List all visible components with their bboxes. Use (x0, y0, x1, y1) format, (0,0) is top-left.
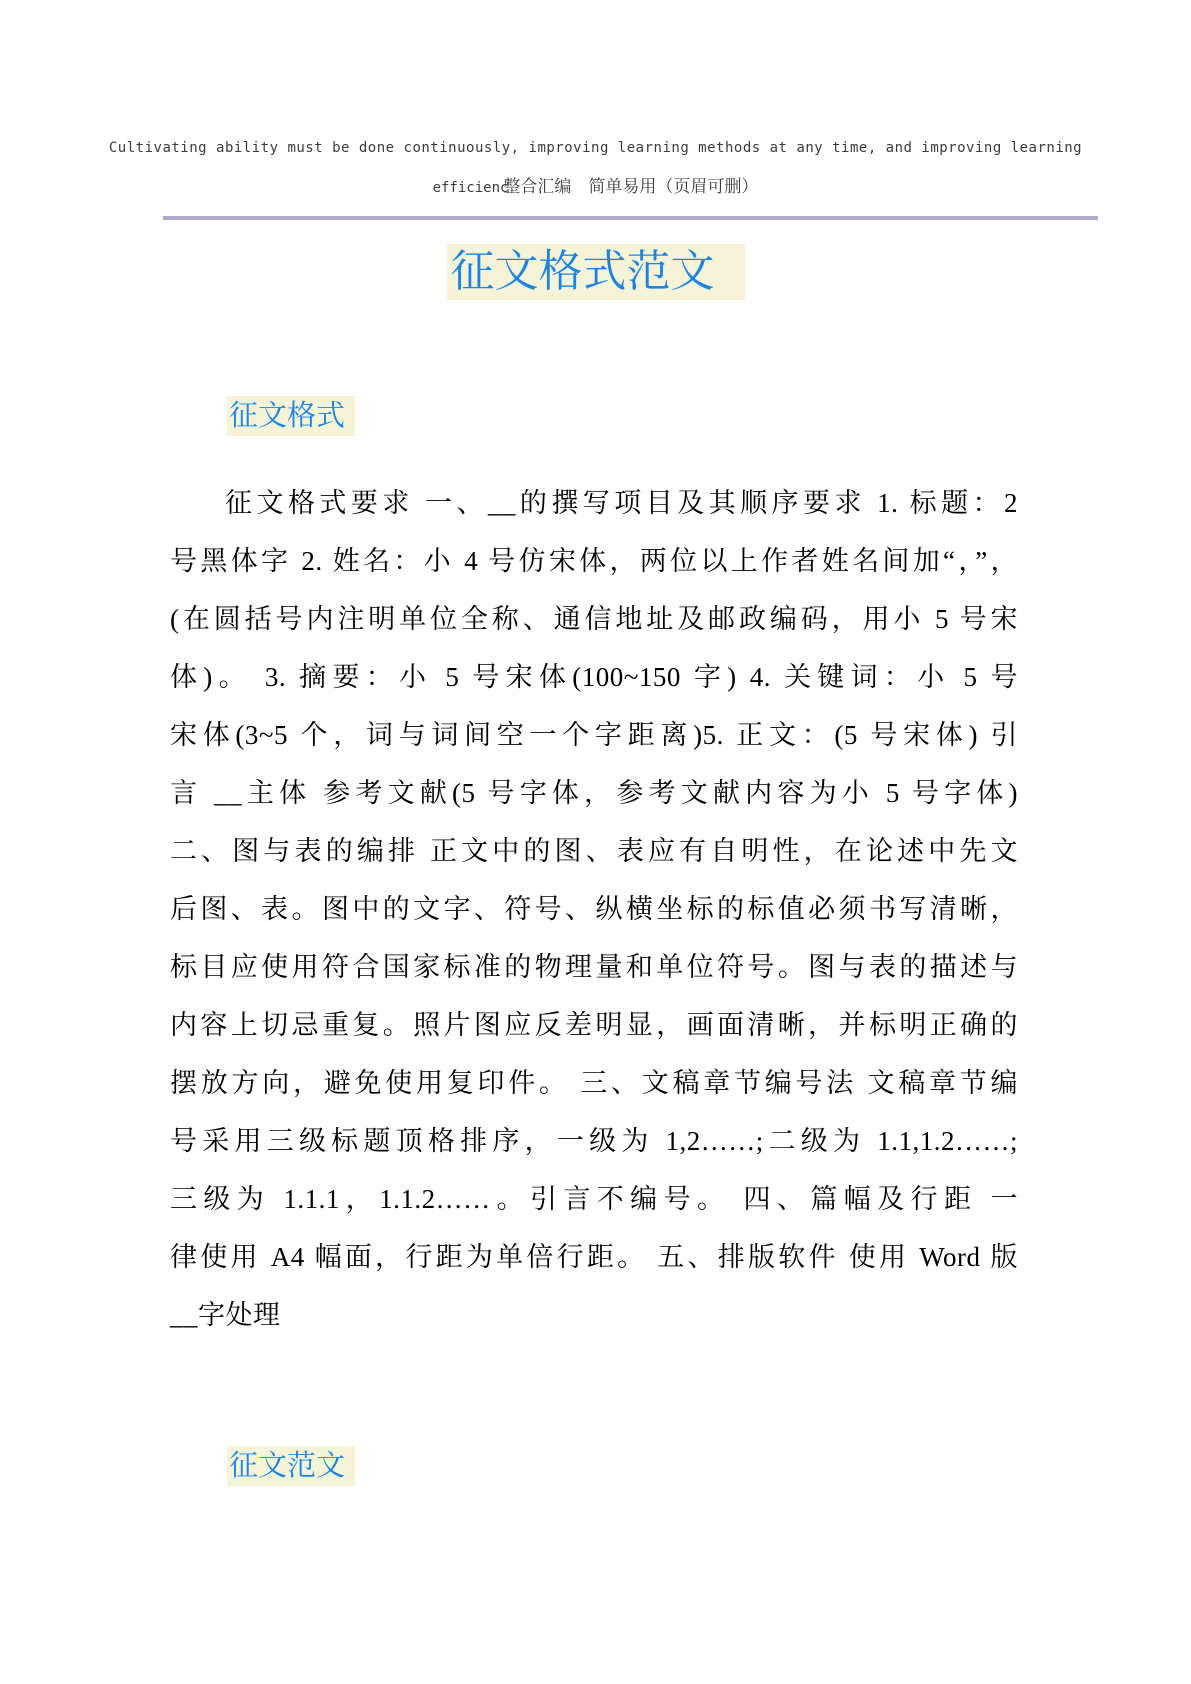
section-heading-format: 征文格式 (227, 396, 355, 436)
section-heading-row (227, 396, 355, 436)
text-line: 后图、表。图中的文字、符号、纵横坐标的标值必须书写清晰， (170, 894, 1018, 924)
text-line: 征文格式要求 一、__的撰写项目及其顺序要求 1. 标题：2 (225, 488, 1018, 518)
header-english-fragment: efficienc (432, 180, 509, 196)
header-divider-line (163, 216, 1098, 220)
title-row (0, 244, 1191, 300)
page-title: 征文格式范文 (447, 244, 745, 300)
text-line: 二、图与表的编排 正文中的图、表应有自明性，在论述中先文 (170, 836, 1018, 866)
text-line: __字处理 (170, 1300, 281, 1330)
text-line: (在圆括号内注明单位全称、通信地址及邮政编码，用小 5 号宋 (170, 604, 1018, 634)
text-line: 三级为 1.1.1，1.1.2……。引言不编号。 四、篇幅及行距 一 (170, 1184, 1018, 1214)
header-text-line2 (0, 172, 1191, 197)
text-line: 号黑体字 2. 姓名：小 4 号仿宋体，两位以上作者姓名间加“，”， (170, 546, 1018, 576)
text-line: 宋体(3~5 个，词与词间空一个字距离)5. 正文：(5 号宋体) 引 (170, 720, 1018, 750)
body-paragraph (170, 474, 1018, 1344)
text-line: 言 __主体 参考文献(5 号字体，参考文献内容为小 5 号字体) (170, 778, 1018, 808)
text-line: 摆放方向，避免使用复印件。 三、文稿章节编号法 文稿章节编 (170, 1068, 1018, 1098)
text-line: 标目应使用符合国家标准的物理量和单位符号。图与表的描述与 (170, 952, 1018, 982)
header-text-line1: Cultivating ability must be done continuously, improving learning methods at any time, and improving learning (108, 140, 1083, 156)
section-heading-row (227, 1446, 355, 1486)
text-line: 号采用三级标题顶格排序，一级为 1,2……;二级为 1.1,1.2……; (170, 1126, 1018, 1156)
text-line: 内容上切忌重复。照片图应反差明显，画面清晰，并标明正确的 (170, 1010, 1018, 1040)
text-line: 律使用 A4 幅面，行距为单倍行距。 五、排版软件 使用 Word 版 (170, 1242, 1018, 1272)
section-heading-sample: 征文范文 (227, 1446, 355, 1486)
header-chinese-note: 整合汇编 简单易用（页眉可删） (503, 177, 759, 196)
text-line: 体)。 3. 摘要：小 5 号宋体(100~150 字) 4. 关键词：小 5 号 (170, 662, 1018, 692)
